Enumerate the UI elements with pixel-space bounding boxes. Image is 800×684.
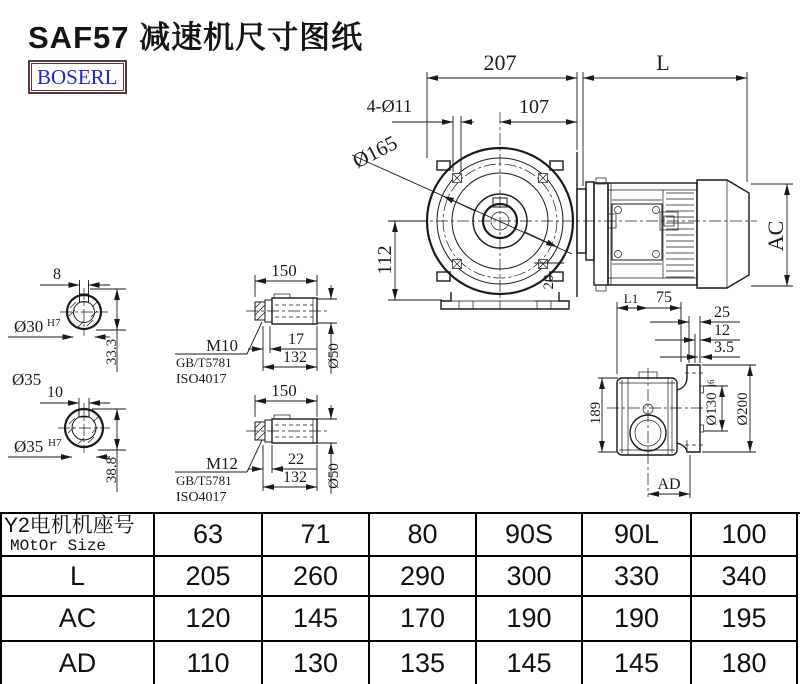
table-row-label: L <box>2 557 155 597</box>
table-value: 145 <box>263 597 370 642</box>
table-value: 110 <box>155 642 263 684</box>
table-value: 180 <box>692 642 798 684</box>
table-header-en: MOtOr Size <box>10 536 107 555</box>
label-d35b: Ø35 <box>12 370 42 389</box>
dim-d165: Ø165 <box>348 130 402 174</box>
dim-207: 207 <box>483 50 517 75</box>
label-m10: M10 <box>205 336 239 355</box>
dim-s2-d50: Ø50 <box>326 463 342 489</box>
dim-s1-150: 150 <box>271 261 297 280</box>
dim-L: L <box>656 50 670 75</box>
dim-s2-22: 22 <box>288 451 304 468</box>
table-row-label: AD <box>2 642 155 684</box>
gearbox-side-view <box>588 289 756 498</box>
dim-35: 3.5 <box>714 339 734 356</box>
label-m12: M12 <box>205 454 239 473</box>
table-size-col: 80 <box>370 514 477 557</box>
motor-side-view <box>577 152 749 297</box>
table-value: 120 <box>155 597 263 642</box>
dim-112: 112 <box>374 245 396 275</box>
dim-key8: 8 <box>53 266 61 283</box>
table-header-cn: Y2电机机座号 <box>4 513 135 537</box>
dim-s2-150: 150 <box>271 381 297 400</box>
shaft-side-view-2 <box>175 381 342 505</box>
dim-107: 107 <box>519 96 549 118</box>
dim-d200: Ø200 <box>735 392 751 426</box>
dim-d130-tol: j6 <box>706 379 716 387</box>
dim-bore35: Ø35 <box>14 437 44 456</box>
table-value: 340 <box>692 557 798 597</box>
table-value: 135 <box>370 642 477 684</box>
dim-key10: 10 <box>47 384 63 401</box>
brand-logo-text: BOSERL <box>37 65 118 89</box>
table-value: 130 <box>263 642 370 684</box>
label-gb5781-2: GB/T5781 <box>176 473 232 488</box>
dim-12: 12 <box>714 322 730 339</box>
table-value: 190 <box>477 597 583 642</box>
table-size-col: 90S <box>477 514 583 557</box>
dim-20: 20 <box>541 274 557 290</box>
dim-s1-d50: Ø50 <box>326 343 342 369</box>
main-dimensions <box>349 50 793 301</box>
dim-bore30: Ø30 <box>14 317 44 336</box>
dim-s1-132: 132 <box>283 349 307 366</box>
dim-AD: AD <box>657 476 681 493</box>
dim-25: 25 <box>714 304 730 321</box>
table-size-col: 71 <box>263 514 370 557</box>
dim-333: 33.3 <box>104 338 120 366</box>
label-iso4017-2: ISO4017 <box>176 490 227 505</box>
table-value: 170 <box>370 597 477 642</box>
table-value: 300 <box>477 557 583 597</box>
page-title: SAF57 减速机尺寸图纸 <box>28 20 364 55</box>
shaft-side-view-1 <box>175 261 342 387</box>
dimension-table <box>0 512 800 684</box>
table-header-motor-size <box>2 514 155 557</box>
table-value: 145 <box>583 642 692 684</box>
dim-AC: AC <box>763 220 788 252</box>
table-value: 145 <box>477 642 583 684</box>
dim-4xd11: 4-Ø11 <box>366 96 412 116</box>
table-row-label: AC <box>2 597 155 642</box>
dim-s1-17: 17 <box>288 331 304 348</box>
dim-d130: Ø130 <box>704 392 720 426</box>
label-iso4017-1: ISO4017 <box>176 372 227 387</box>
table-value: 195 <box>692 597 798 642</box>
table-value: 330 <box>583 557 692 597</box>
table-size-col: 90L <box>583 514 692 557</box>
table-value: 290 <box>370 557 477 597</box>
shaft-section-a <box>8 266 126 372</box>
label-gb5781-1: GB/T5781 <box>176 355 232 370</box>
dim-bore30-tol: H7 <box>47 317 61 329</box>
dim-75: 75 <box>656 289 672 306</box>
dim-189: 189 <box>588 401 604 425</box>
table-value: 190 <box>583 597 692 642</box>
shaft-section-b <box>8 384 126 492</box>
table-value: 260 <box>263 557 370 597</box>
dim-388: 38.8 <box>104 456 120 484</box>
table-size-col: 100 <box>692 514 798 557</box>
dim-L1: L1 <box>623 291 639 306</box>
dim-bore35-tol: H7 <box>48 437 62 449</box>
table-size-col: 63 <box>155 514 263 557</box>
dim-s2-132: 132 <box>283 469 307 486</box>
table-value: 205 <box>155 557 263 597</box>
